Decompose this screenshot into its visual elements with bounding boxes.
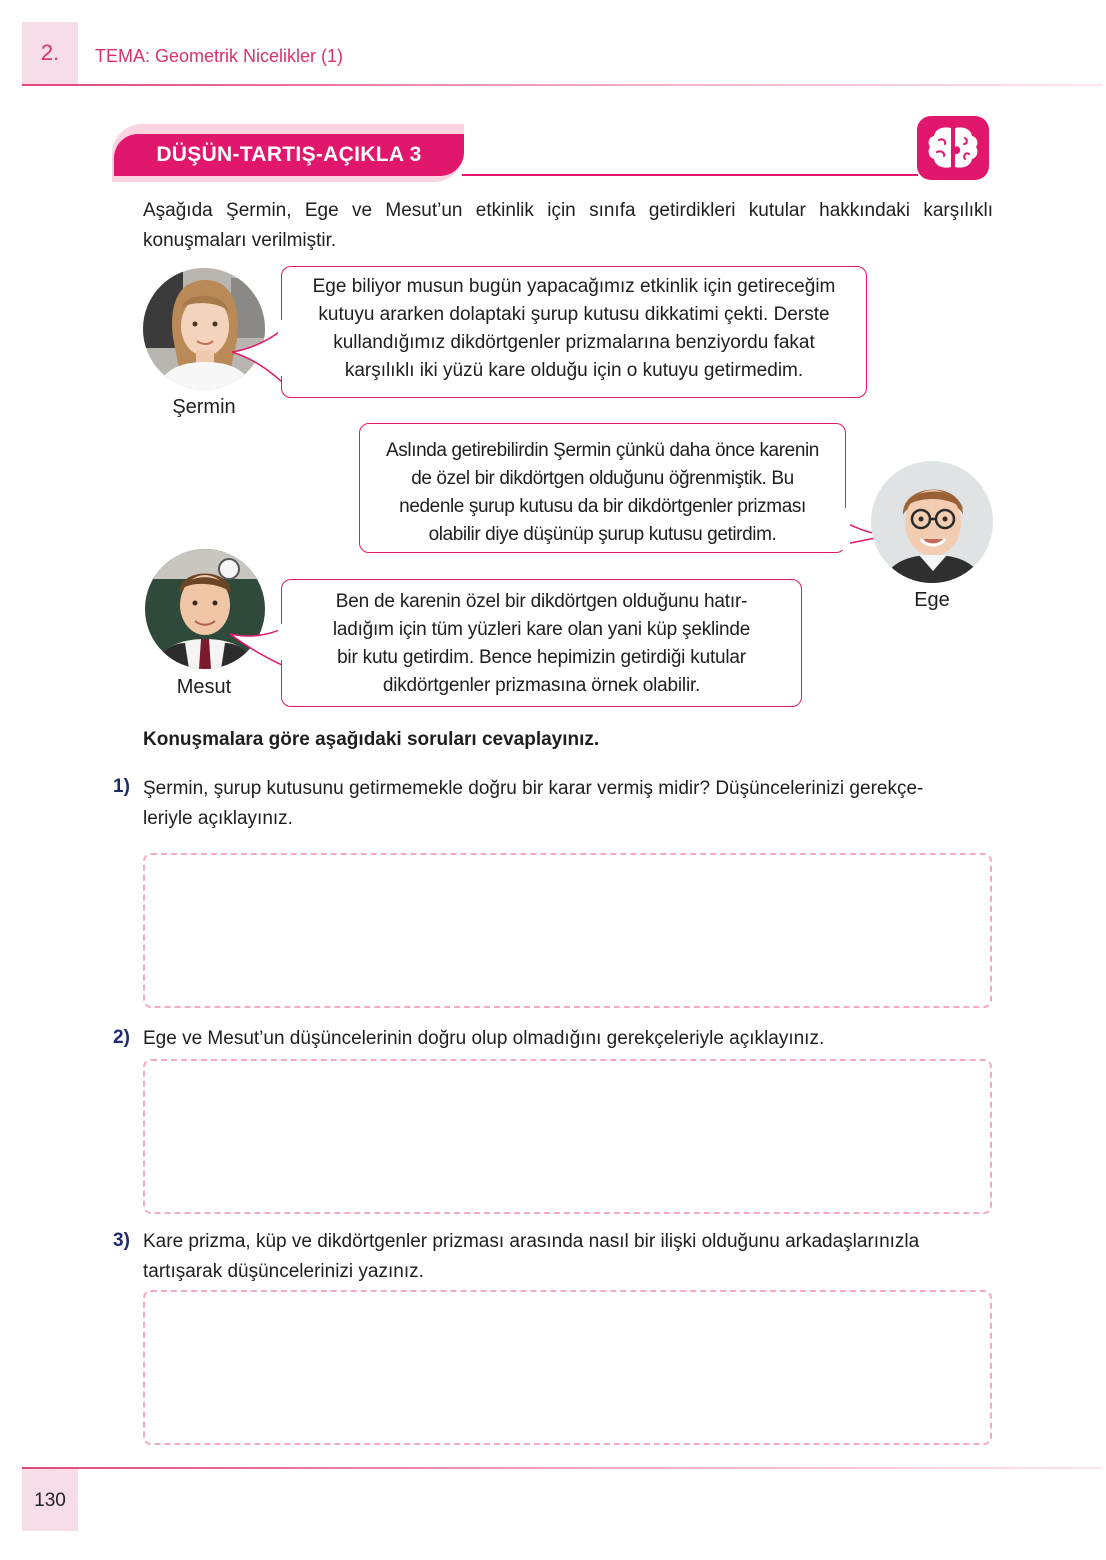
intro-paragraph: Aşağıda Şermin, Ege ve Mesut’un etkinlik için sınıfa getirdikleri kutular hakkındaki karşılıklı konuşmaları verilmiştir.: [143, 200, 993, 251]
speech-bubble-ege: Aslında getirebilirdin Şermin çünkü daha önce karenin de özel bir dikdörtgen olduğunu öğrenmiştik. Bu nedenle şurup kutusu da bir dikdörtgenler prizması olabilir diye düşünüp şurup kutusu getirdim.: [359, 423, 846, 553]
speech-bubble-mesut: Ben de karenin özel bir dikdörtgen olduğunu hatır- ladığım için tüm yüzleri kare olan yani küp şeklinde bir kutu getirdim. Bence hepimizin getirdiği kutular dikdörtgenler prizmasına örnek olabilir.: [281, 579, 802, 707]
chapter-number: 2.: [40, 40, 60, 65]
theme-title: TEMA: Geometrik Nicelikler (1): [95, 46, 344, 66]
instruction-text: Konuşmalara göre aşağıdaki soruları cevaplayınız.: [143, 729, 600, 750]
header-divider: [22, 84, 1102, 86]
mesut-name: Mesut: [176, 676, 232, 698]
question-2-text: Ege ve Mesut’un düşüncelerinin doğru olup olmadığını gerekçeleriyle açıklayınız.: [143, 1028, 825, 1049]
question-3-text: Kare prizma, küp ve dikdörtgenler prizması arasında nasıl bir ilişki olduğunu arkadaşlarınızla tartışarak düşüncelerinizi yazınız.: [143, 1231, 920, 1282]
sermin-name: Şermin: [172, 396, 236, 418]
section-title: DÜŞÜN-TARTIŞ-AÇIKLA 3: [114, 134, 464, 176]
answer-box-1[interactable]: [143, 853, 992, 1008]
bubble-tail-mask-sermin: [278, 320, 286, 376]
speech-bubble-sermin: Ege biliyor musun bugün yapacağımız etkinlik için getireceğim kutuyu ararken dolaptaki şurup kutusu dikkatimi çekti. Derste kullandığımız dikdörtgenler prizmalarına benziyordu fakat karşılıklı iki yüzü kare olduğu için o kutuyu getirmedim.: [281, 266, 867, 398]
brain-puzzle-icon: [917, 116, 989, 180]
answer-box-2[interactable]: [143, 1059, 992, 1214]
question-2-number: 2): [113, 1027, 130, 1048]
page-number: 130: [34, 1490, 66, 1511]
section-underline: [462, 174, 918, 176]
question-1-number: 1): [113, 776, 130, 797]
question-3-number: 3): [113, 1230, 130, 1251]
ege-avatar: [871, 461, 993, 583]
bubble-tail-mask-ege: [840, 508, 850, 550]
answer-box-3[interactable]: [143, 1290, 992, 1445]
ege-name: Ege: [914, 589, 950, 611]
bubble-tail-mask-mesut: [278, 624, 286, 660]
footer-divider: [22, 1467, 1102, 1469]
question-1-text: Şermin, şurup kutusunu getirmemekle doğru bir karar vermiş midir? Düşüncelerinizi gerekçe- leriyle açıklayınız.: [143, 778, 924, 829]
